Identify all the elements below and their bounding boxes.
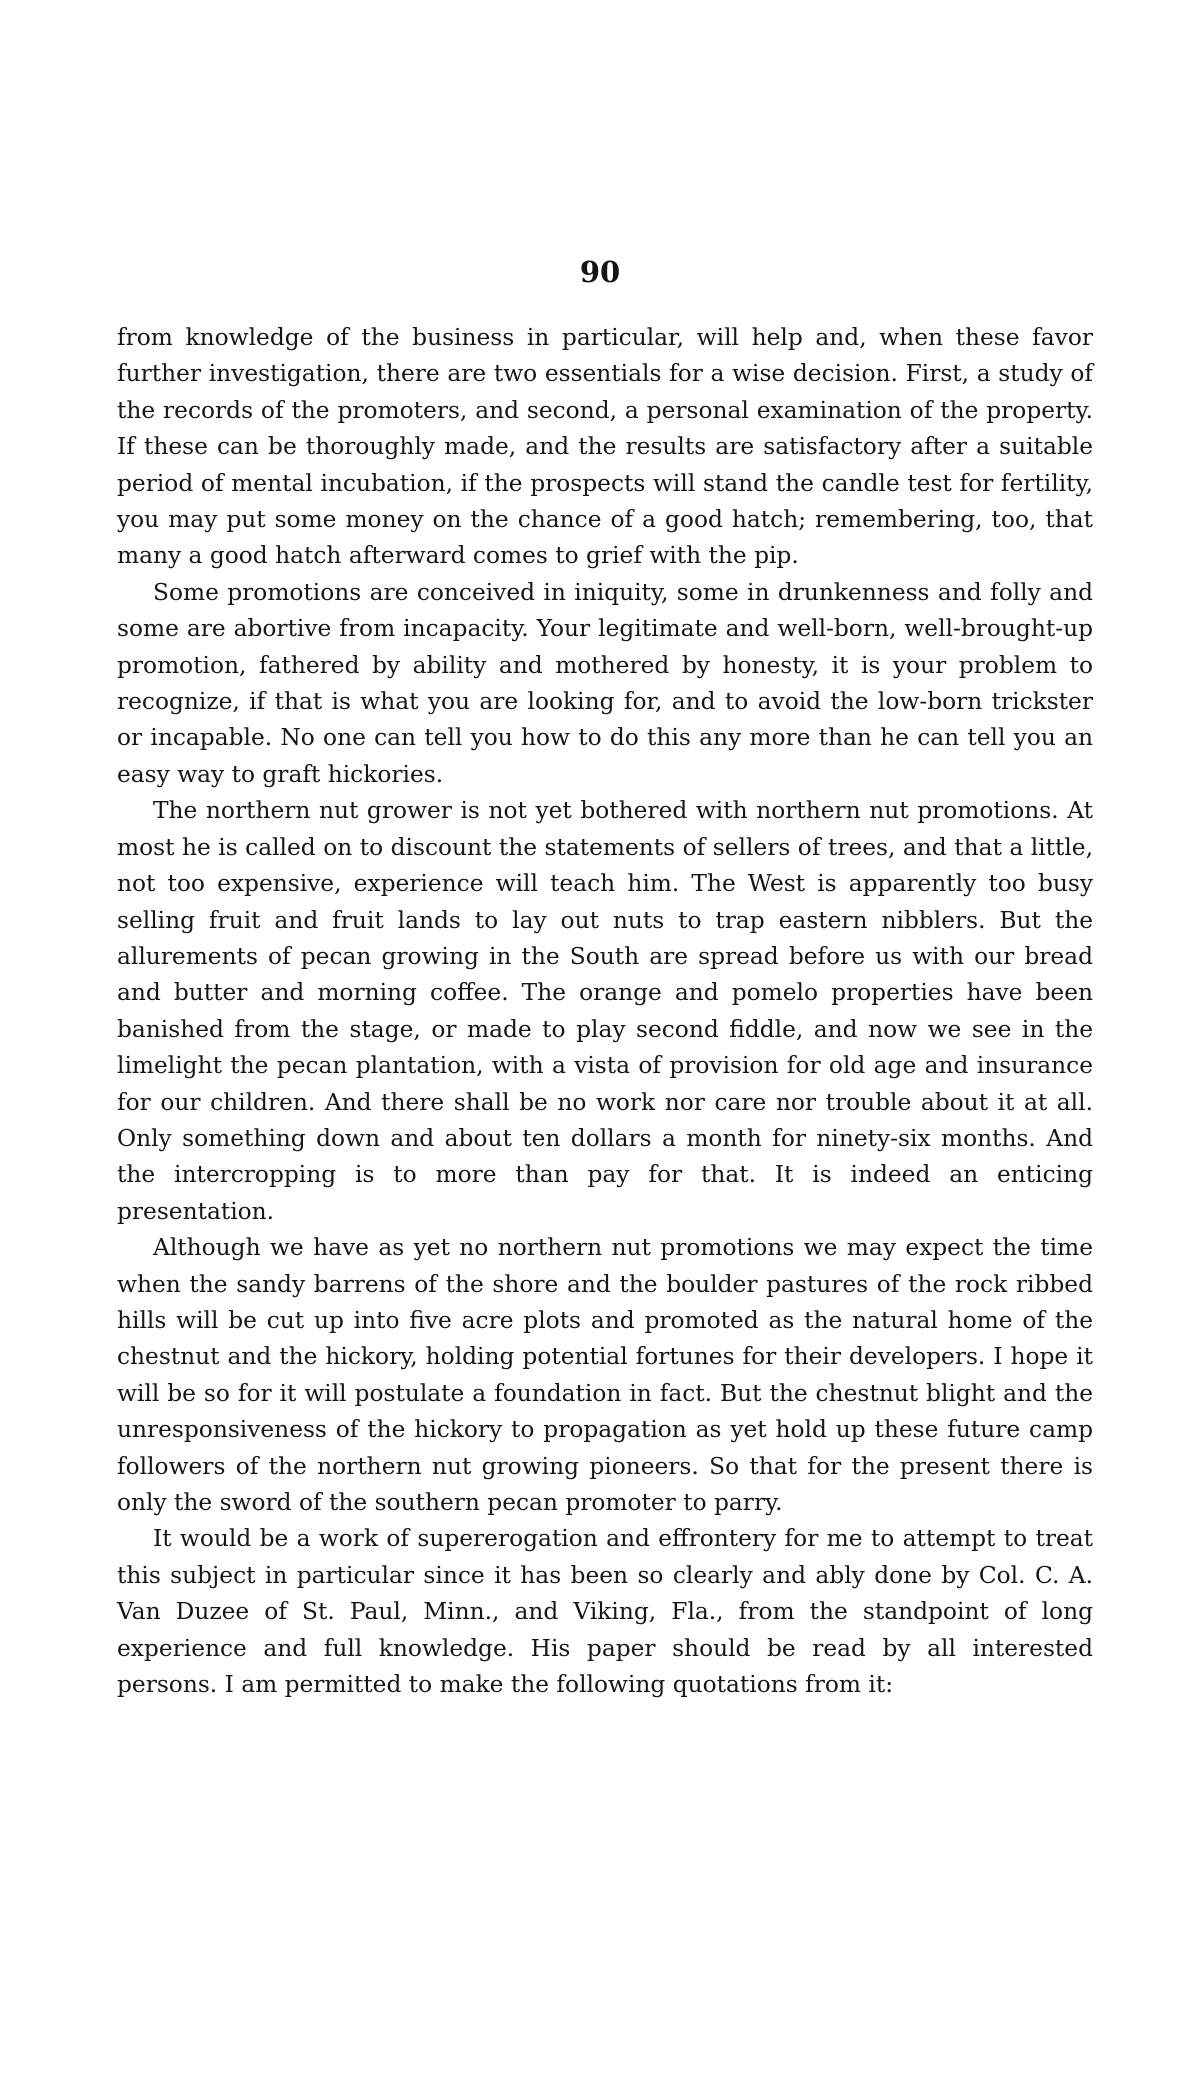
paragraph-5: It would be a work of supererogation and effrontery for me to attempt to treat this subject in particular since it has been so clearly and ably done by Col. C. A. Van Duzee of St. Paul, Minn., and Viking, Fla., from the standpoint of long experience and full knowledge. His paper should be read by all interested persons. I am permitted to make the following quotations from it: (117, 1525, 1093, 1699)
paragraph-4: Although we have as yet no northern nut promotions we may expect the time when the sandy barrens of the shore and the boulder pastures of the rock ribbed hills will be cut up into five acre plots and promoted as the natural home of the chestnut and the hickory, holding potential fortunes for their developers. I hope it will be so for it will postulate a foundation in fact. But the chestnut blight and the unresponsiveness of the hickory to propagation as yet hold up these future camp followers of the northern nut growing pioneers. So that for the present there is only the sword of the southern pecan promoter to parry. (117, 1234, 1093, 1516)
paragraph-3: The northern nut grower is not yet bothered with northern nut promotions. At most he is called on to discount the statements of sellers of trees, and that a little, not too expensive, experience will teach him. The West is apparently too busy selling fruit and fruit lands to lay out nuts to trap eastern nibblers. But the allurements of pecan growing in the South are spread before us with our bread and butter and morning coffee. The orange and pomelo properties have been banished from the stage, or made to play second fiddle, and now we see in the limelight the pecan plantation, with a vista of provision for old age and insurance for our children. And there shall be no work nor care nor trouble about it at all. Only something down and about ten dollars a month for ninety-six months. And the intercropping is to more than pay for that. It is indeed an enticing presentation. (117, 797, 1093, 1225)
page-number: 90 (579, 255, 621, 289)
paragraph-1: from knowledge of the business in particular, will help and, when these favor further investigation, there are two essentials for a wise decision. First, a study of the records of the promoters, and second, a personal examination of the property. If these can be thoroughly made, and the results are satisfactory after a suitable period of mental incubation, if the prospects will stand the candle test for fertility, you may put some money on the chance of a good hatch; remembering, too, that many a good hatch afterward comes to grief with the pip. (117, 324, 1093, 570)
paragraph-2: Some promotions are conceived in iniquity, some in drunkenness and folly and some are abortive from incapacity. Your legitimate and well-born, well-brought-up promotion, fathered by ability and mothered by honesty, it is your problem to recognize, if that is what you are looking for, and to avoid the low-born trickster or incapable. No one can tell you how to do this any more than he can tell you an easy way to graft hickories. (117, 578, 1093, 788)
body-text (117, 320, 1093, 1703)
